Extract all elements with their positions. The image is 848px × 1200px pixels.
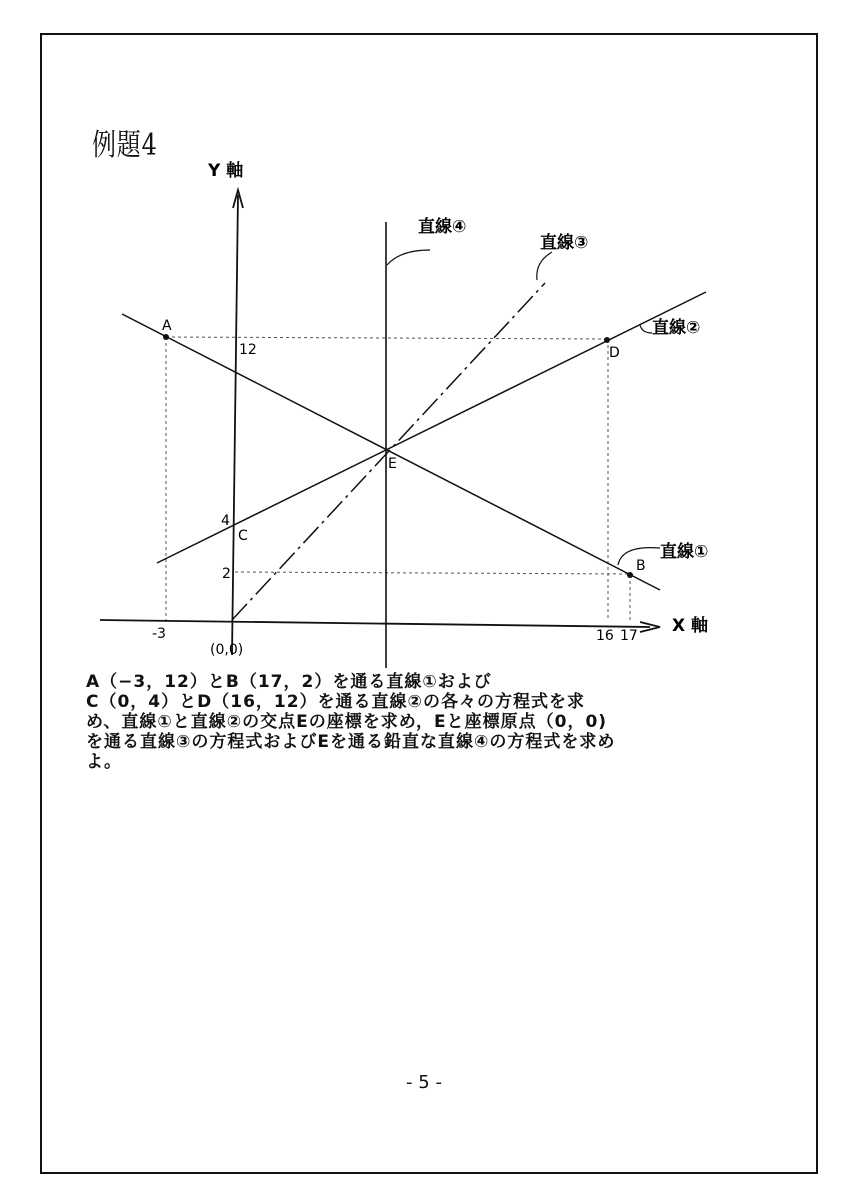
line-2 — [157, 292, 709, 563]
line-4-label: 直線④ — [418, 217, 467, 237]
page-number: - 5 - — [406, 1072, 442, 1093]
y-tick-12: 12 — [239, 342, 257, 358]
point-e-label: E — [388, 456, 397, 472]
problem-line: よ。 — [86, 752, 122, 772]
line-3-label: 直線③ — [540, 233, 589, 253]
problem-line: C（0，4）とD（16，12）を通る直線②の各々の方程式を求 — [86, 692, 585, 712]
y-tick-4: 4 — [221, 513, 230, 529]
y-axis — [232, 195, 238, 655]
y-axis-label: Y 軸 — [208, 161, 244, 181]
line-4-leader — [387, 250, 430, 265]
line-2-label: 直線② — [652, 318, 701, 338]
line-2-leader — [640, 325, 652, 333]
x-tick-neg3: -3 — [152, 626, 166, 642]
guide-a-horizontal — [166, 337, 608, 339]
x-tick-17: 17 — [620, 628, 638, 644]
point-d-label: D — [609, 345, 620, 361]
problem-line: を通る直線③の方程式およびEを通る鉛直な直線④の方程式を求め — [86, 732, 616, 752]
problem-statement — [86, 672, 766, 772]
guide-b-horizontal — [235, 572, 630, 574]
point-a-label: A — [162, 318, 172, 334]
x-axis-label: X 軸 — [672, 616, 709, 636]
point-d — [604, 337, 610, 343]
point-a — [163, 334, 169, 340]
line-1-label: 直線① — [660, 542, 709, 562]
problem-line: A（−3，12）とB（17，2）を通る直線①および — [86, 672, 492, 692]
line-1 — [122, 314, 660, 590]
line-3-leader — [537, 252, 552, 280]
line-3 — [232, 283, 545, 620]
origin-label: (0,0) — [210, 642, 244, 658]
problem-title: 例題4 — [92, 128, 158, 163]
x-axis — [100, 620, 650, 627]
y-tick-2: 2 — [222, 566, 231, 582]
x-tick-16: 16 — [596, 628, 614, 644]
point-b — [627, 572, 633, 578]
point-c-label: C — [238, 528, 248, 544]
problem-line: め、直線①と直線②の交点Eの座標を求め，Eと座標原点（0，0) — [86, 712, 608, 732]
point-b-label: B — [636, 558, 646, 574]
